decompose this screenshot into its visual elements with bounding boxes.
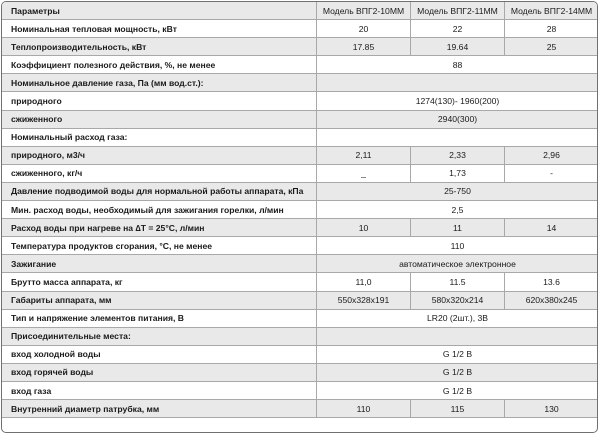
cell-value: 2,33 bbox=[411, 146, 505, 164]
row-label: Номинальный расход газа: bbox=[2, 128, 317, 146]
row-cold-water-inlet bbox=[2, 345, 599, 363]
row-label: вход холодной воды bbox=[2, 345, 317, 363]
row-liquefied-pressure bbox=[2, 110, 599, 128]
row-flue-temp bbox=[2, 237, 599, 255]
row-label: природного bbox=[2, 92, 317, 110]
cell-value: _ bbox=[317, 164, 411, 182]
cell-value: 14 bbox=[505, 219, 599, 237]
row-water-pressure bbox=[2, 182, 599, 200]
cell-value: 11 bbox=[411, 219, 505, 237]
cell-value: 110 bbox=[317, 400, 411, 418]
row-power bbox=[2, 20, 599, 38]
row-label: Номинальная тепловая мощность, кВт bbox=[2, 20, 317, 38]
cell-value: G 1/2 B bbox=[317, 363, 599, 381]
cell-value: 115 bbox=[411, 400, 505, 418]
cell-value: 2,96 bbox=[505, 146, 599, 164]
row-gas-pressure bbox=[2, 74, 599, 92]
cell-value: G 1/2 B bbox=[317, 381, 599, 399]
row-label: Брутто масса аппарата, кг bbox=[2, 273, 317, 291]
row-label: Расход воды при нагреве на ∆T = 25°C, л/мин bbox=[2, 219, 317, 237]
cell-value: 10 bbox=[317, 219, 411, 237]
cell-value: 20 bbox=[317, 20, 411, 38]
cell-value: 17.85 bbox=[317, 38, 411, 56]
row-label: Тип и напряжение элементов питания, В bbox=[2, 309, 317, 327]
cell-value: 1,73 bbox=[411, 164, 505, 182]
cell-value: 25 bbox=[505, 38, 599, 56]
header-model-14mm: Модель ВПГ2-14ММ bbox=[505, 2, 599, 20]
cell-value: 130 bbox=[505, 400, 599, 418]
row-label: Габариты аппарата, мм bbox=[2, 291, 317, 309]
row-gas-inlet bbox=[2, 381, 599, 399]
row-output bbox=[2, 38, 599, 56]
cell-value: автоматическое электронное bbox=[317, 255, 599, 273]
cell-empty bbox=[317, 74, 599, 92]
cell-value: 2,5 bbox=[317, 201, 599, 219]
header-row bbox=[2, 2, 599, 20]
cell-value: 2,11 bbox=[317, 146, 411, 164]
cell-value: 25-750 bbox=[317, 182, 599, 200]
cell-value: 88 bbox=[317, 56, 599, 74]
cell-value: 11.5 bbox=[411, 273, 505, 291]
row-connections bbox=[2, 327, 599, 345]
cell-value: LR20 (2шт.), 3В bbox=[317, 309, 599, 327]
row-label: Коэффициент полезного действия, %, не менее bbox=[2, 56, 317, 74]
header-model-11mm: Модель ВПГ2-11ММ bbox=[411, 2, 505, 20]
cell-value: 11,0 bbox=[317, 273, 411, 291]
row-label: Теплопроизводительность, кВт bbox=[2, 38, 317, 56]
cell-value: G 1/2 B bbox=[317, 345, 599, 363]
cell-value: 1274(130)- 1960(200) bbox=[317, 92, 599, 110]
row-natural-pressure bbox=[2, 92, 599, 110]
cell-empty bbox=[317, 327, 599, 345]
row-label: вход горячей воды bbox=[2, 363, 317, 381]
row-pipe-diameter bbox=[2, 400, 599, 418]
row-liquefied-flow bbox=[2, 164, 599, 182]
row-dimensions bbox=[2, 291, 599, 309]
row-label: Внутренний диаметр патрубка, мм bbox=[2, 400, 317, 418]
cell-value: 28 bbox=[505, 20, 599, 38]
cell-value: 2940(300) bbox=[317, 110, 599, 128]
row-label: Присоединительные места: bbox=[2, 327, 317, 345]
header-model-10mm: Модель ВПГ2-10ММ bbox=[317, 2, 411, 20]
row-label: Номинальное давление газа, Па (мм вод.ст.): bbox=[2, 74, 317, 92]
cell-value: - bbox=[505, 164, 599, 182]
cell-value: 13.6 bbox=[505, 273, 599, 291]
spec-table-frame bbox=[1, 1, 598, 433]
row-water-flow bbox=[2, 219, 599, 237]
row-label: Мин. расход воды, необходимый для зажигания горелки, л/мин bbox=[2, 201, 317, 219]
cell-value: 110 bbox=[317, 237, 599, 255]
row-power-supply bbox=[2, 309, 599, 327]
row-label: сжиженного, кг/ч bbox=[2, 164, 317, 182]
header-parameters: Параметры bbox=[2, 2, 317, 20]
row-label: природного, м3/ч bbox=[2, 146, 317, 164]
cell-value: 620x380x245 bbox=[505, 291, 599, 309]
cell-value: 580x320x214 bbox=[411, 291, 505, 309]
spec-table bbox=[1, 1, 598, 418]
cell-value: 19.64 bbox=[411, 38, 505, 56]
row-gas-flow bbox=[2, 128, 599, 146]
row-label: сжиженного bbox=[2, 110, 317, 128]
row-label: Зажигание bbox=[2, 255, 317, 273]
row-ignition bbox=[2, 255, 599, 273]
row-hot-water-inlet bbox=[2, 363, 599, 381]
row-efficiency bbox=[2, 56, 599, 74]
row-label: вход газа bbox=[2, 381, 317, 399]
cell-empty bbox=[317, 128, 599, 146]
row-label: Температура продуктов сгорания, °C, не менее bbox=[2, 237, 317, 255]
cell-value: 550x328x191 bbox=[317, 291, 411, 309]
row-min-flow bbox=[2, 201, 599, 219]
row-natural-flow bbox=[2, 146, 599, 164]
row-label: Давление подводимой воды для нормальной работы аппарата, кПа bbox=[2, 182, 317, 200]
row-gross-mass bbox=[2, 273, 599, 291]
cell-value: 22 bbox=[411, 20, 505, 38]
